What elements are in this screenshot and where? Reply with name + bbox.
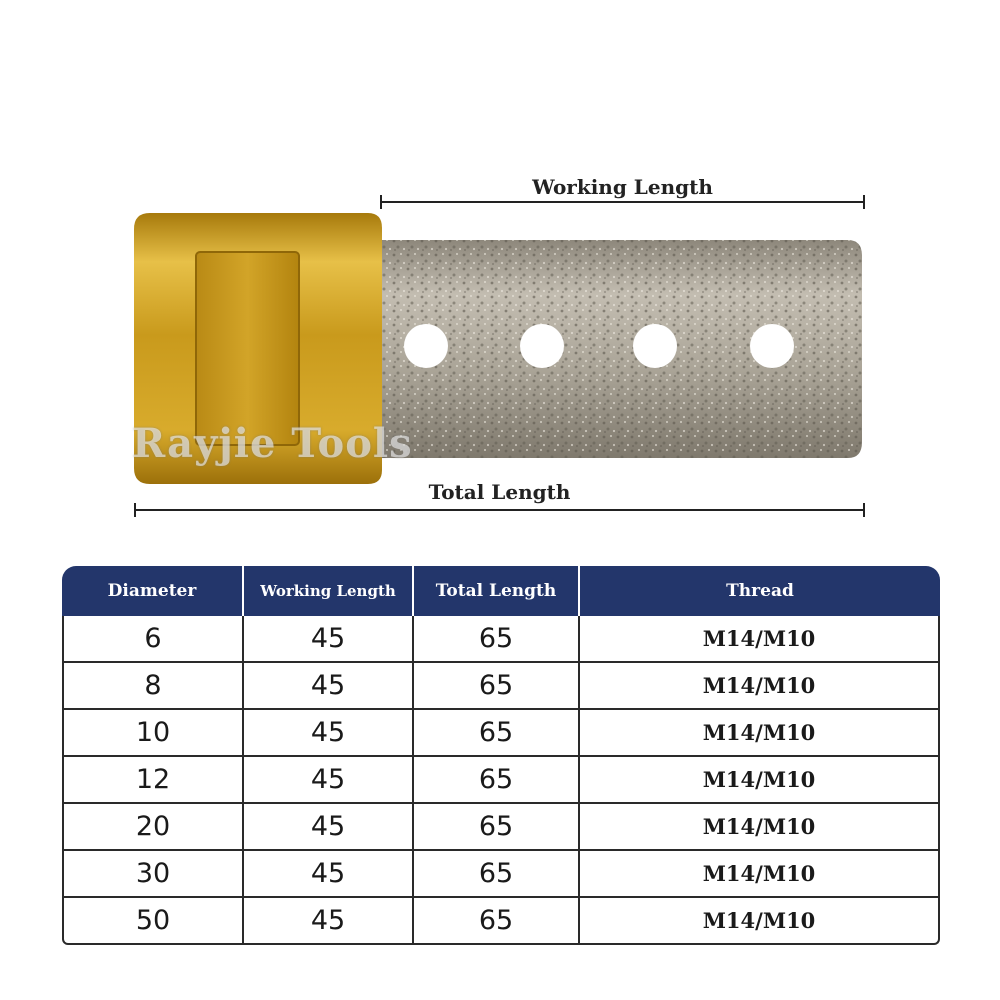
working-length-label: Working Length [532,175,713,199]
cell-working-length: 45 [244,663,414,710]
cell-working-length: 45 [244,710,414,757]
cooling-hole [750,324,794,368]
cell-thread: M14/M10 [580,663,940,710]
cell-total-length: 65 [414,616,580,663]
header-diameter: Diameter [62,566,244,616]
total-length-dimension-line [134,509,865,511]
cell-working-length: 45 [244,851,414,898]
cell-diameter: 6 [62,616,244,663]
cell-diameter: 50 [62,898,244,945]
spec-table [62,566,940,945]
header-working-length: Working Length [244,566,414,616]
table-row [62,663,940,710]
wrench-flat [196,252,299,445]
cell-diameter: 30 [62,851,244,898]
cell-total-length: 65 [414,851,580,898]
cell-thread: M14/M10 [580,898,940,945]
cooling-hole [404,324,448,368]
cell-diameter: 20 [62,804,244,851]
cell-thread: M14/M10 [580,757,940,804]
cell-working-length: 45 [244,804,414,851]
table-row [62,898,940,945]
table-row [62,757,940,804]
diamond-coated-cylinder [378,240,862,458]
watermark-logo: Rayjie Tools [132,420,413,467]
header-thread: Thread [580,566,940,616]
cell-total-length: 65 [414,804,580,851]
cell-working-length: 45 [244,757,414,804]
cell-diameter: 12 [62,757,244,804]
table-row [62,851,940,898]
header-total-length: Total Length [414,566,580,616]
cell-thread: M14/M10 [580,710,940,757]
cell-thread: M14/M10 [580,616,940,663]
cell-total-length: 65 [414,710,580,757]
cell-diameter: 10 [62,710,244,757]
total-length-label: Total Length [428,480,571,504]
cooling-hole [633,324,677,368]
cell-working-length: 45 [244,898,414,945]
cell-thread: M14/M10 [580,851,940,898]
table-header-row [62,566,940,616]
cooling-hole [520,324,564,368]
table-row [62,710,940,757]
cell-total-length: 65 [414,663,580,710]
table-row [62,804,940,851]
table-row [62,616,940,663]
cell-total-length: 65 [414,898,580,945]
cell-working-length: 45 [244,616,414,663]
cell-diameter: 8 [62,663,244,710]
cell-thread: M14/M10 [580,804,940,851]
cell-total-length: 65 [414,757,580,804]
